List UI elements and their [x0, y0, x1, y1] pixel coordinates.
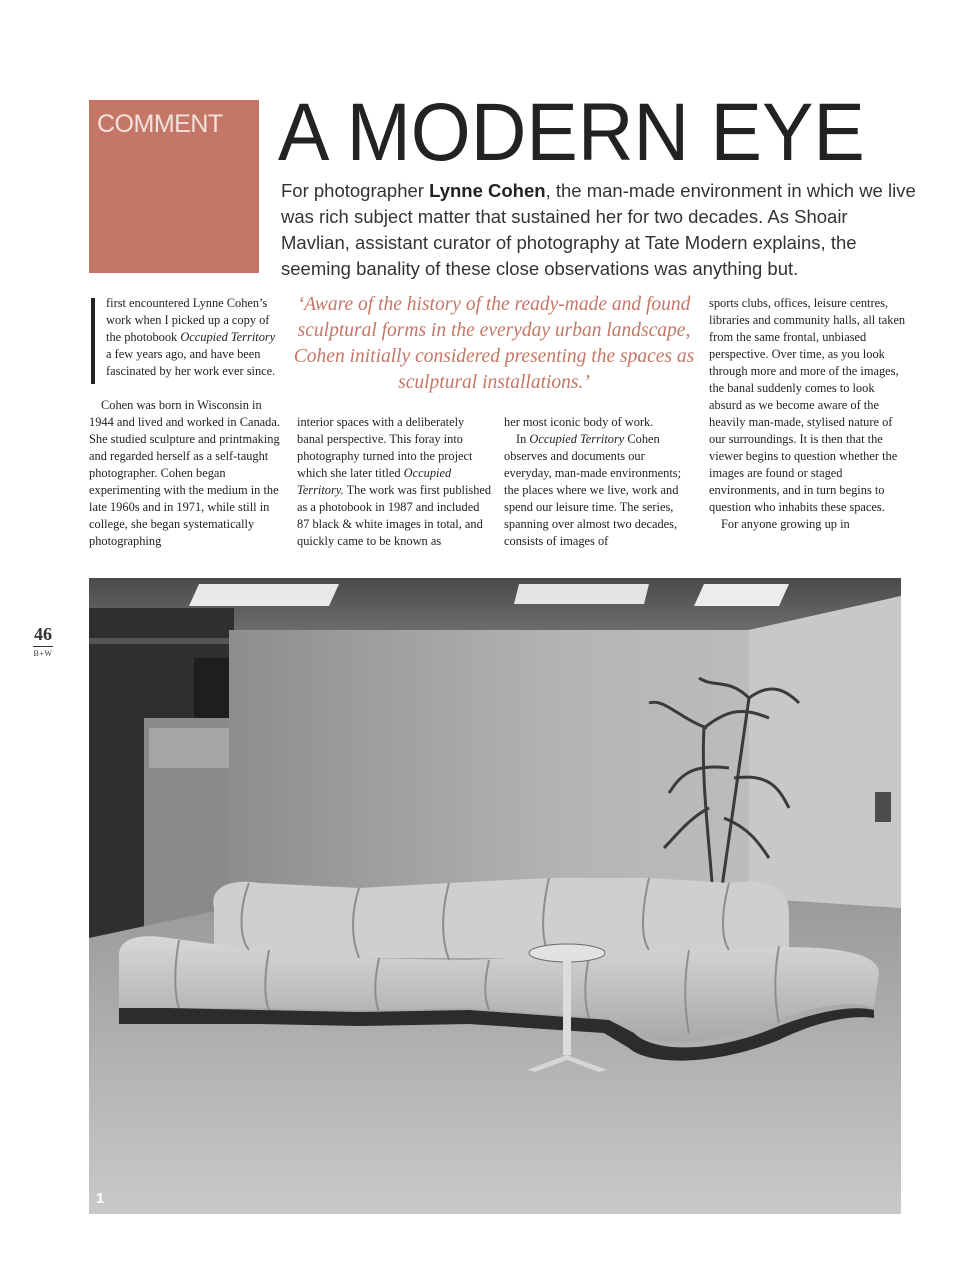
wall-switch	[875, 792, 891, 822]
sofa-back	[213, 878, 789, 958]
body-paragraph: For anyone growing up in	[721, 517, 850, 531]
folio-rule	[33, 646, 53, 647]
standfirst	[281, 178, 921, 282]
page-number: 46	[34, 624, 52, 644]
body-column-4	[709, 295, 909, 533]
intro-paragraph: first encountered Lynne Cohen’s work when I picked up a copy of the photobook Occupied Territory a few years ago, and have been fascinated by her work ever since.	[106, 296, 276, 378]
body-column-1	[89, 397, 281, 550]
photographer-name: Lynne Cohen	[429, 180, 546, 201]
side-table-top	[529, 944, 605, 962]
body-paragraph: sports clubs, offices, leisure centres, libraries and community halls, all taken from the same frontal, unbiased perspective. Over time, as you look through more and more of the images, the banal suddenly comes to look absurd as we become aware of the heavily man-made, stylised nature of our surroundings. It is then that the viewer begins to question whether the images are found or staged environments, and in turn begins to question who inhabits these spaces.	[709, 296, 906, 514]
standfirst-rest: , the man-made environment in which we live was rich subject matter that sustained her for two decades. As Shoair Mavlian, assistant curator of photography at Tate Modern explains, the seeming banality of these close observations was anything but.	[281, 180, 916, 279]
section-label: COMMENT	[97, 110, 223, 138]
body-paragraph: her most iconic body of work.	[504, 415, 654, 429]
body-paragraph: interior spaces with a deliberately banal perspective. This foray into photography turned into the project which she later titled Occupied Territory. The work was first published as a photobook in 1987 and included 87 black & white images in total, and quickly came to be known as	[297, 415, 492, 548]
ceiling-light	[694, 584, 789, 606]
ceiling-light	[514, 584, 649, 604]
book-title: Occupied Territory	[529, 432, 625, 446]
book-title: Occupied Territory	[180, 330, 276, 344]
side-table-stem	[563, 960, 571, 1055]
drop-cap	[91, 298, 95, 384]
body-paragraph: Cohen was born in Wisconsin in 1944 and lived and worked in Canada. She studied sculpture and printmaking and regarded herself as a self-taught photographer. Cohen began experimenting with the medium in the late 1960s and in 1971, while still in college, she began systematically photographing	[89, 398, 280, 548]
body-column-2	[297, 414, 492, 550]
book-title: Occupied Territory.	[297, 466, 452, 497]
standfirst-intro: For photographer	[281, 180, 430, 201]
body-paragraph: In Occupied Territory Cohen observes and documents our everyday, man-made environments; the places where we live, work and spend our leisure time. The series, spanning over almost two decades, consists of images of	[504, 432, 682, 548]
body-column-1-intro	[106, 295, 280, 380]
photo-number: 1	[96, 1190, 105, 1207]
pull-quote: ‘Aware of the history of the ready-made and found sculptural forms in the everyday urban landscape, Cohen initially considered presenting the spaces as sculptural installations.’	[293, 294, 695, 393]
photograph-interior-sofa	[89, 578, 901, 1214]
folio	[30, 624, 56, 658]
body-column-3	[504, 414, 694, 550]
magazine-name: B+W	[33, 649, 53, 658]
photo-illustration	[89, 578, 901, 1214]
ceiling-light	[189, 584, 339, 606]
headline: A MODERN EYE	[278, 87, 865, 178]
